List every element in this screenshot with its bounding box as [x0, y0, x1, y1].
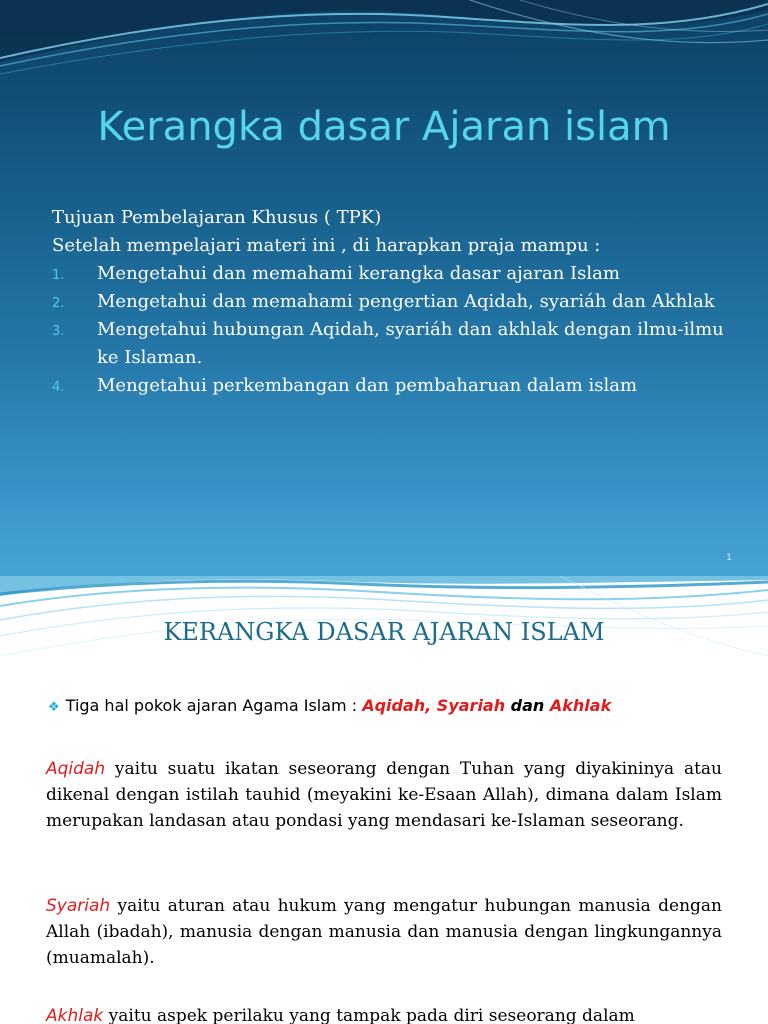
- list-item-text: Mengetahui perkembangan dan pembaharuan dalam islam: [97, 375, 638, 396]
- bullet-text: Tiga hal pokok ajaran Agama Islam :: [65, 696, 363, 715]
- list-number: 2.: [52, 296, 65, 311]
- list-item: [52, 260, 732, 288]
- akhlak-term: Akhlak: [46, 1006, 104, 1024]
- syariah-definition: yaitu aturan atau hukum yang mengatur hubungan manusia dengan Allah (ibadah), manusia dengan manusia dan manusia dengan lingkungannya (muamalah).: [46, 896, 722, 968]
- list-item: [52, 372, 732, 400]
- aqidah-definition: yaitu suatu ikatan seseorang dengan Tuhan yang diyakininya atau dikenal dengan istilah tauhid (meyakini ke-Esaan Allah), dimana dalam Islam merupakan landasan atau pondasi yang mendasari ke-Islaman seseorang.: [46, 759, 722, 831]
- objectives-list: [52, 260, 732, 400]
- bullet-dan: dan: [505, 696, 550, 715]
- slide-2: [0, 576, 768, 1024]
- slide-title: Kerangka dasar Ajaran islam: [97, 104, 671, 150]
- list-item: [52, 316, 732, 372]
- syariah-term: Syariah: [46, 896, 111, 916]
- list-item-text: Mengetahui dan memahami kerangka dasar ajaran Islam: [97, 263, 620, 284]
- list-item-text: Mengetahui hubungan Aqidah, syariáh dan akhlak dengan ilmu-ilmu ke Islaman.: [97, 319, 724, 368]
- list-number: 4.: [52, 380, 65, 395]
- bullet-terms: Aqidah, Syariah: [362, 696, 506, 715]
- intro-line: Setelah mempelajari materi ini , di harapkan praja mampu :: [52, 235, 601, 256]
- page-number: 1: [726, 553, 732, 563]
- syariah-paragraph: [46, 893, 722, 971]
- bullet-last-term: Akhlak: [549, 696, 612, 715]
- intro-line: Tujuan Pembelajaran Khusus ( TPK): [52, 207, 382, 228]
- list-number: 3.: [52, 324, 65, 339]
- akhlak-paragraph: [46, 1003, 722, 1024]
- wave-decoration: [0, 0, 768, 100]
- diamond-bullet-icon: ❖: [48, 700, 60, 715]
- slide-title: KERANGKA DASAR AJARAN ISLAM: [163, 618, 605, 646]
- list-item: [52, 288, 732, 316]
- slide-body: [52, 204, 732, 400]
- aqidah-paragraph: [46, 756, 722, 834]
- list-item-text: Mengetahui dan memahami pengertian Aqidah, syariáh dan Akhlak: [97, 291, 715, 312]
- summary-bullet: [48, 696, 611, 715]
- aqidah-term: Aqidah: [46, 759, 106, 779]
- list-number: 1.: [52, 268, 65, 283]
- akhlak-definition: yaitu aspek perilaku yang tampak pada diri seseorang dalam: [103, 1006, 635, 1024]
